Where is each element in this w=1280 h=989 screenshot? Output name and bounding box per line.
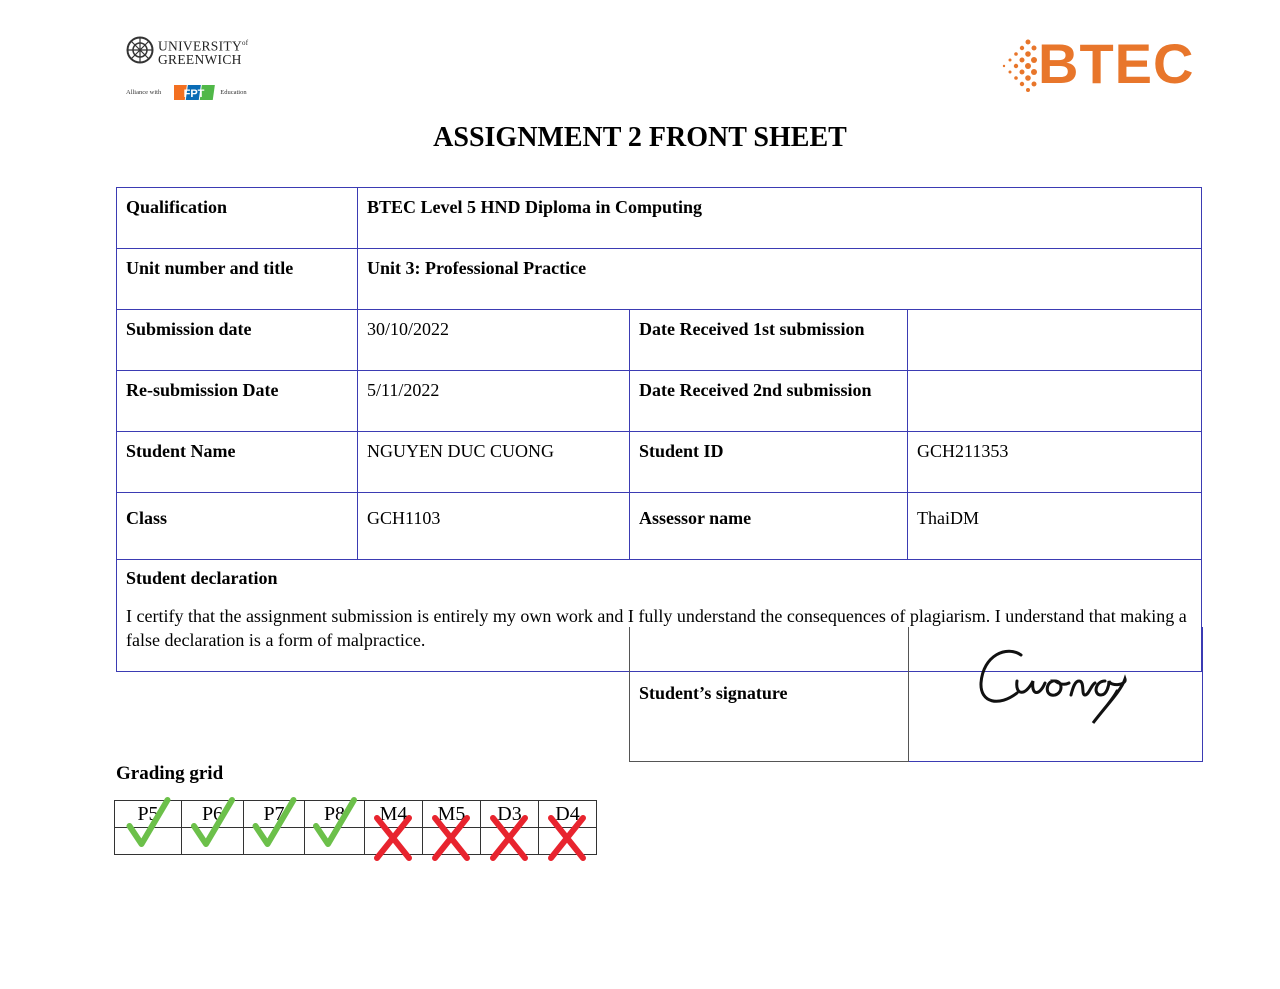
grade-mark-cell [115, 828, 182, 855]
submission-date-label: Submission date [117, 310, 358, 371]
assessor-label: Assessor name [630, 493, 908, 560]
grade-code: P8 [305, 801, 365, 828]
grade-mark-cell [539, 828, 597, 855]
resubmission-date-label: Re-submission Date [117, 371, 358, 432]
grading-marks-row [115, 828, 597, 855]
grade-mark-cell [365, 828, 423, 855]
fpt-logo-text: FPT [183, 88, 205, 100]
submission-date-value: 30/10/2022 [358, 310, 630, 371]
page-title: ASSIGNMENT 2 FRONT SHEET [433, 122, 847, 153]
grade-code: P5 [115, 801, 182, 828]
student-id-value: GCH211353 [908, 432, 1202, 493]
alliance-line: Alliance with FPT Education [126, 84, 247, 102]
date-received-2-label: Date Received 2nd submission [630, 371, 908, 432]
btec-wordmark: BTEC [1038, 32, 1195, 95]
student-row [117, 432, 1202, 493]
unit-label: Unit number and title [117, 249, 358, 310]
grade-code: D4 [539, 801, 597, 828]
grading-grid [114, 800, 597, 855]
class-value: GCH1103 [358, 493, 630, 560]
signature-cell [909, 627, 1203, 761]
declaration-title: Student declaration [126, 568, 278, 588]
student-id-label: Student ID [630, 432, 908, 493]
grade-code: P6 [182, 801, 244, 828]
submission-row [117, 310, 1202, 371]
signature-label: Student’s signature [630, 627, 909, 761]
grade-mark-cell [481, 828, 539, 855]
class-label: Class [117, 493, 358, 560]
grade-mark-cell [182, 828, 244, 855]
unit-row [117, 249, 1202, 310]
grade-code: D3 [481, 801, 539, 828]
grade-mark-cell [423, 828, 481, 855]
grade-mark-cell [305, 828, 365, 855]
date-received-2-value [908, 371, 1202, 432]
qualification-row [117, 188, 1202, 249]
university-of-greenwich-logo [126, 36, 266, 106]
student-signature [977, 641, 1137, 727]
qualification-value: BTEC Level 5 HND Diploma in Computing [358, 188, 1202, 249]
declaration-text: I certify that the assignment submission is entirely my own work and I fully understand the consequences of plagiarism. I understand that making a false declaration is a form of malpractice. [126, 606, 1187, 650]
qualification-label: Qualification [117, 188, 358, 249]
grade-mark-cell [244, 828, 305, 855]
student-name-value: NGUYEN DUC CUONG [358, 432, 630, 493]
grading-codes-row [115, 801, 597, 828]
signature-table [629, 627, 1203, 762]
grading-grid-title: Grading grid [116, 763, 224, 784]
grade-code: M5 [423, 801, 481, 828]
grade-code: P7 [244, 801, 305, 828]
btec-logo [1000, 32, 1195, 96]
fpt-logo [174, 84, 216, 102]
student-name-label: Student Name [117, 432, 358, 493]
university-crest-icon [126, 36, 154, 64]
class-row [117, 493, 1202, 560]
resubmission-date-value: 5/11/2022 [358, 371, 630, 432]
unit-value: Unit 3: Professional Practice [358, 249, 1202, 310]
date-received-1-label: Date Received 1st submission [630, 310, 908, 371]
grade-code: M4 [365, 801, 423, 828]
date-received-1-value [908, 310, 1202, 371]
front-sheet-table [116, 187, 1202, 672]
assessor-value: ThaiDM [908, 493, 1202, 560]
resubmission-row [117, 371, 1202, 432]
university-name: $UNIVERSITY^{of}$ GREENWICH [158, 38, 249, 67]
btec-dots-icon [1000, 36, 1038, 96]
